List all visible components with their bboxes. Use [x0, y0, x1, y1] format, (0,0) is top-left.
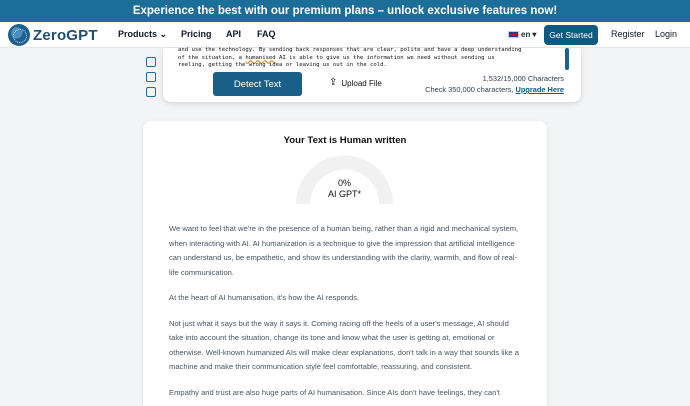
- document-icon[interactable]: [146, 87, 156, 97]
- top-navigation: [0, 22, 690, 48]
- language-selector[interactable]: en ▾: [508, 30, 536, 39]
- result-paragraph: Empathy and trust are also huge parts of AI humanisation. Since AIs don't have feelings, they can't: [169, 387, 500, 397]
- result-card: [143, 121, 547, 406]
- gauge-percent: 0%: [337, 178, 351, 188]
- text-input-card: [163, 48, 581, 102]
- copy-icon[interactable]: [146, 57, 156, 67]
- nav-api[interactable]: API: [226, 29, 242, 39]
- result-paragraph: We want to feel that we're in the presence of a human being, rather than a rigid and mechanical system, when interacting with AI. AI humanization is a technique to give the impression that artificial intelligence can understand us, be empathetic, and show its understanding with the clarity, warmth, and flow of real-life communication.: [169, 224, 519, 277]
- promo-banner[interactable]: Experience the best with our premium plans – unlock exclusive features now!: [0, 0, 690, 22]
- get-started-button[interactable]: Get Started: [544, 25, 598, 45]
- nav-pricing[interactable]: Pricing: [181, 29, 212, 39]
- detect-text-button[interactable]: Detect Text: [213, 72, 302, 96]
- flagged-word: humanised: [245, 54, 276, 61]
- text-input[interactable]: and use the technology. By sending back responses that are clear, polite and have a deep understanding of the situation, a humanised AI is able to give us the information we need without sending us reeling, getting the wrong idea or leaving us out in the cold.: [178, 47, 522, 69]
- upload-file-button[interactable]: ⇪ Upload File: [329, 77, 382, 88]
- gauge-label: AI GPT*: [327, 189, 361, 199]
- result-paragraph: Not just what it says but the way it says it. Coming racing off the heels of a user's message, AI should take into account the situation, change its tone and know what the user is getting at, emotional or otherwise. Well-known humanized AIs will make clear explanations, don't talk in a way that sounds like a machine and make their communication style feel comfortable, reassuring, and consistent.: [169, 318, 519, 371]
- text-scrollbar[interactable]: [565, 48, 569, 70]
- logo-text: ZeroGPT: [33, 26, 98, 44]
- register-link[interactable]: Register: [611, 29, 645, 39]
- result-text: [169, 222, 525, 406]
- upload-icon: ⇪: [329, 77, 338, 88]
- logo[interactable]: [8, 24, 98, 46]
- nav-faq[interactable]: FAQ: [257, 29, 276, 39]
- result-title: Your Text is Human written: [283, 135, 407, 146]
- caret-down-icon: ▾: [532, 30, 537, 39]
- editor-side-tools: [146, 57, 156, 97]
- ai-gauge: [296, 155, 393, 205]
- chevron-down-icon: ⌄: [159, 29, 168, 39]
- brain-logo-icon: [8, 24, 30, 46]
- translate-icon[interactable]: [146, 72, 156, 82]
- character-counter: 1,532/15,000 Characters Check 350,000 characters, Upgrade Here: [425, 74, 564, 94]
- result-paragraph: At the heart of AI humanisation, it's how the AI responds.: [169, 293, 360, 302]
- nav-products[interactable]: Products ⌄: [118, 29, 168, 39]
- uk-flag-icon: [508, 31, 519, 38]
- login-link[interactable]: Login: [655, 29, 678, 39]
- upgrade-link[interactable]: Upgrade Here: [515, 85, 564, 94]
